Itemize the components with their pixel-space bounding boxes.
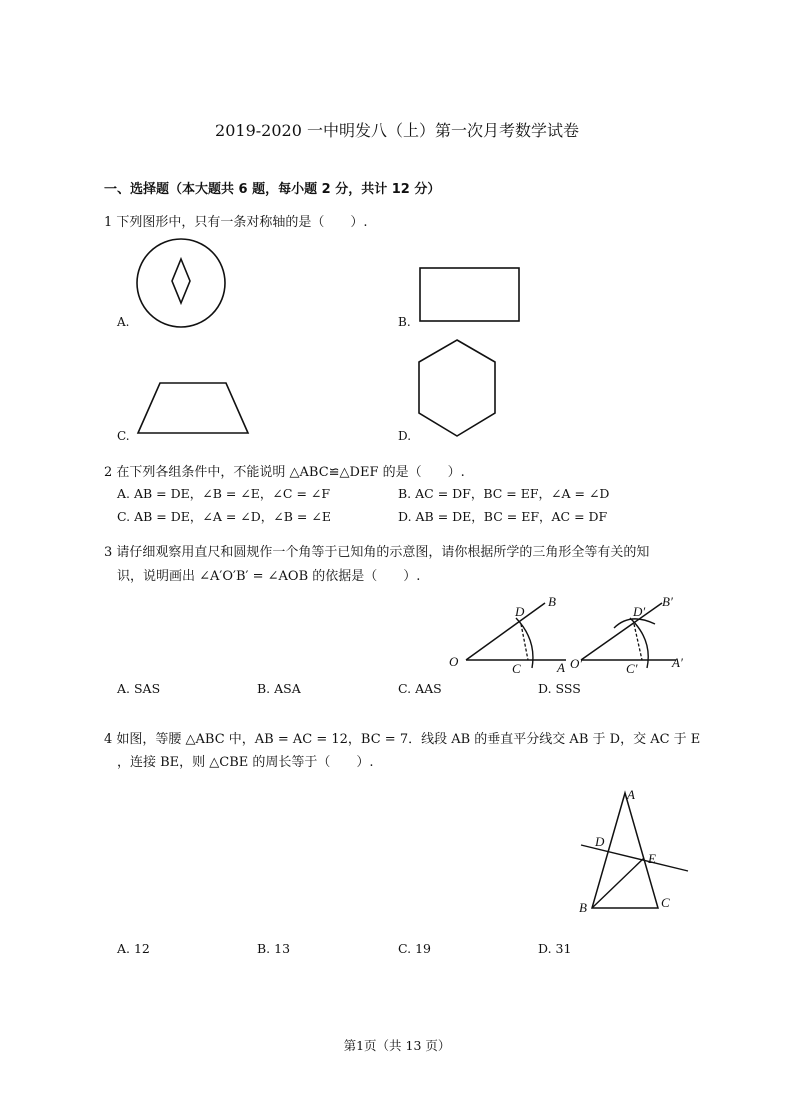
label-c: C <box>661 895 670 910</box>
label-o-prime: O′ <box>570 656 583 671</box>
label-d: D <box>515 604 525 619</box>
question-4-option-c: C. 19 <box>398 941 431 956</box>
question-4-option-a: A. 12 <box>117 941 150 956</box>
label-c-prime: C′ <box>626 661 638 676</box>
question-1-option-b: B. <box>398 315 411 329</box>
question-1-stem: 1 下列图形中，只有一条对称轴的是（ ）. <box>104 215 368 230</box>
question-3-stem-line2: 识，说明画出 ∠A′O′B′ = ∠AOB 的依据是（ ）. <box>117 569 421 584</box>
question-3-option-c: C. AAS <box>398 681 442 696</box>
label-b: B <box>548 594 556 609</box>
question-3-option-d: D. SSS <box>538 681 581 696</box>
question-2-option-b: B. AC = DF，BC = EF，∠A = ∠D <box>398 486 610 501</box>
label-b-prime: B′ <box>662 594 673 609</box>
question-1-option-d: D. <box>398 429 412 443</box>
question-2-option-a: A. AB = DE，∠B = ∠E，∠C = ∠F <box>117 486 331 501</box>
section-heading: 一、选择题（本大题共 6 题，每小题 2 分，共计 12 分） <box>104 182 441 197</box>
question-3-stem-line1: 3 请仔细观察用直尺和圆规作一个角等于已知角的示意图，请你根据所学的三角形全等有关的知 <box>104 545 650 560</box>
page-title: 2019-2020 一中明发八（上）第一次月考数学试卷 <box>215 121 579 140</box>
question-2-option-d: D. AB = DE，BC = EF，AC = DF <box>398 509 608 524</box>
question-4-option-b: B. 13 <box>257 941 291 956</box>
label-d-prime: D′ <box>633 604 646 619</box>
label-a: A <box>557 660 565 675</box>
question-3-option-b: B. ASA <box>257 681 301 696</box>
question-1-option-a: A. <box>117 315 130 329</box>
label-b: B <box>579 900 587 915</box>
question-1-option-c: C. <box>117 429 130 443</box>
label-o: O <box>449 654 459 669</box>
question-4-stem-line1: 4 如图，等腰 △ABC 中，AB = AC = 12，BC = 7．线段 AB 的垂直平分线交 AB 于 D，交 AC 于 E <box>104 732 701 747</box>
question-2-stem: 2 在下列各组条件中，不能说明 △ABC≌△DEF 的是（ ）. <box>104 465 465 480</box>
question-3-option-a: A. SAS <box>117 681 161 696</box>
label-d: D <box>595 834 605 849</box>
label-a: A <box>627 787 635 802</box>
page-footer: 第1页（共 13 页） <box>343 1038 451 1053</box>
question-4-stem-line2: ，连接 BE，则 △CBE 的周长等于（ ）. <box>117 755 374 770</box>
label-e: E <box>648 851 656 866</box>
question-2-option-c: C. AB = DE，∠A = ∠D，∠B = ∠E <box>117 509 331 524</box>
question-4-option-d: D. 31 <box>538 941 572 956</box>
label-a-prime: A′ <box>672 655 683 670</box>
label-c: C <box>512 661 521 676</box>
